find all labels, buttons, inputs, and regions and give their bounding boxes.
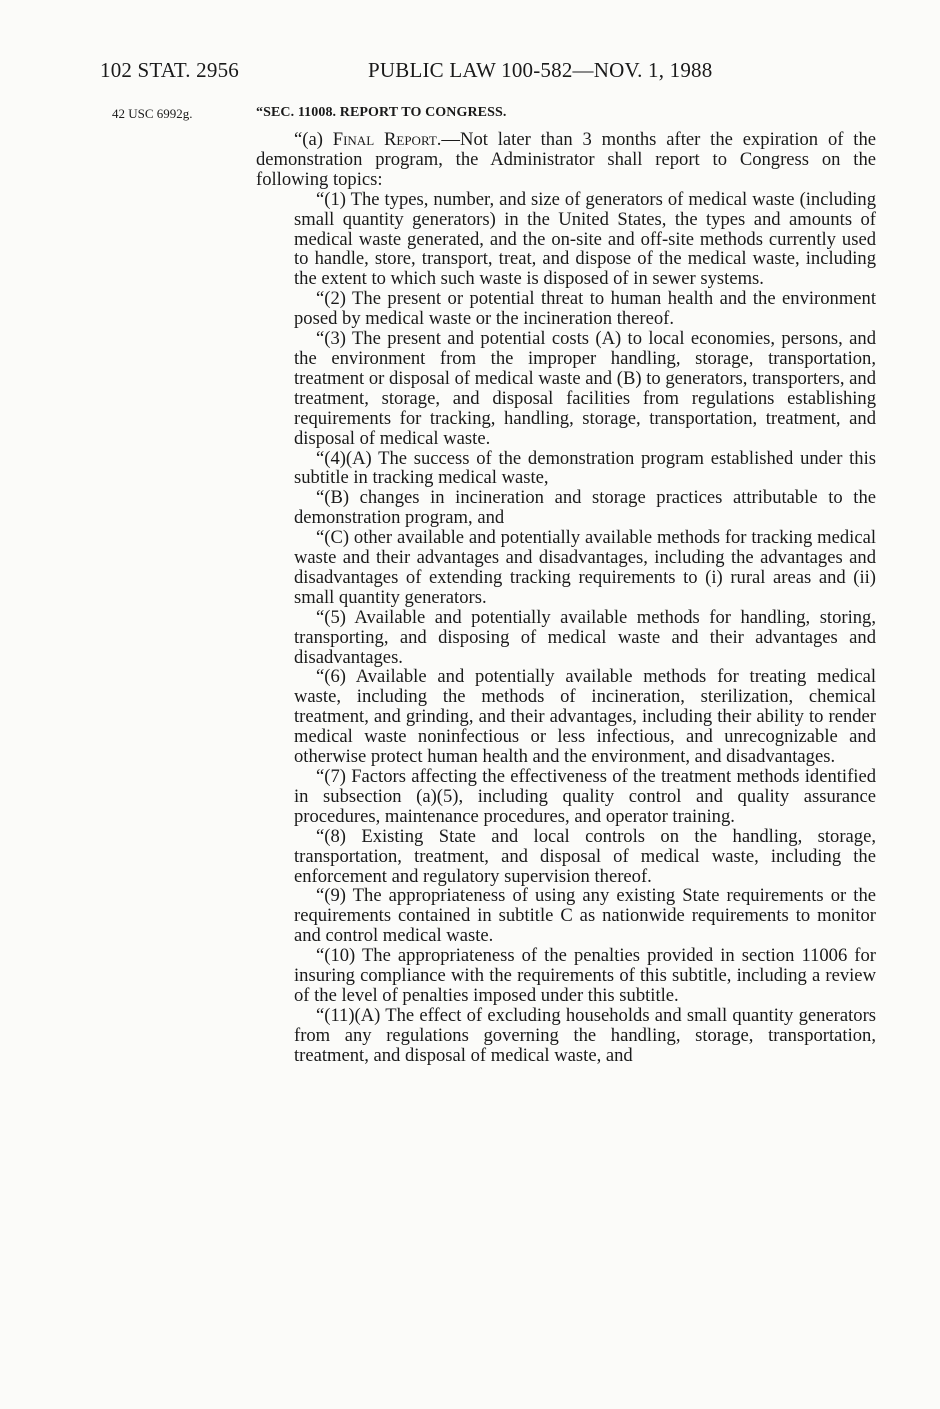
subsection-a-prefix: “(a) bbox=[294, 129, 333, 150]
item-11a: “(11)(A) The effect of excluding households and small quantity generators from any regulations governing the handling, storage, transportation, treatment, and disposal of medical waste, and bbox=[294, 1004, 876, 1066]
item-4b: “(B) changes in incineration and storage practices attributable to the demonstration program, and bbox=[294, 487, 876, 529]
subsection-a-text: .—Not later than 3 months after the expiration of the demonstration program, the Administrator shall report to Congress on the following topics: bbox=[256, 129, 877, 190]
subsection-a bbox=[256, 130, 876, 190]
item-1: “(1) The types, number, and size of generators of medical waste (including small quantity generators) in the United States, the types and amounts of medical waste generated, and the on-site and off-site methods currently used to handle, store, transport, treat, and dispose of the medical waste, including the extent to which such waste is disposed of in sewer systems. bbox=[294, 188, 876, 290]
page-header bbox=[100, 58, 840, 88]
item-3: “(3) The present and potential costs (A) to local economies, persons, and the environment from the improper handling, storage, transportation, treatment or disposal of medical waste and (B) to generators, transporters, and treatment, storage, and disposal facilities from regulations establishing requirements for tracking, handling, storage, transportation, treatment, and disposal of medical waste. bbox=[294, 328, 876, 449]
item-7: “(7) Factors affecting the effectiveness of the treatment methods identified in subsection (a)(5), including quality control and quality assurance procedures, maintenance procedures, and operator training. bbox=[294, 766, 876, 827]
item-6: “(6) Available and potentially available methods for treating medical waste, including the methods of incineration, sterilization, chemical treatment, and grinding, and their advantages, including their ability to render medical waste noninfectious or less infectious, and unrecognizable and otherwise protect human health and the environment, and disadvantages. bbox=[294, 666, 876, 768]
section-heading: “SEC. 11008. REPORT TO CONGRESS. bbox=[256, 105, 507, 120]
subsection-a-heading: Final Report bbox=[332, 129, 437, 150]
item-2: “(2) The present or potential threat to human health and the environment posed by medical waste or the incineration thereof. bbox=[294, 288, 876, 330]
item-4c: “(C) other available and potentially available methods for tracking medical waste and their advantages and disadvantages, including the advantages and disadvantages of extending tracking requirements to (i) rural areas and (ii) small quantity generators. bbox=[294, 527, 876, 608]
public-law-citation: PUBLIC LAW 100-582—NOV. 1, 1988 bbox=[368, 58, 713, 82]
stat-page-number: 102 STAT. 2956 bbox=[100, 58, 239, 82]
item-8: “(8) Existing State and local controls on the handling, storage, transportation, treatment, and disposal of medical waste, including the enforcement and regulatory supervision thereof. bbox=[294, 825, 876, 887]
item-4a: “(4)(A) The success of the demonstration program established under this subtitle in tracking medical waste, bbox=[294, 447, 876, 489]
item-9: “(9) The appropriateness of using any existing State requirements or the requirements contained in subtitle C as nationwide requirements to monitor and control medical waste. bbox=[294, 885, 876, 947]
item-5: “(5) Available and potentially available methods for handling, storing, transporting, and disposing of medical waste and their advantages and disadvantages. bbox=[294, 606, 876, 668]
section-body bbox=[256, 130, 876, 1066]
usc-margin-note: 42 USC 6992g. bbox=[112, 106, 193, 121]
item-10: “(10) The appropriateness of the penalties provided in section 11006 for insuring compliance with the requirements of this subtitle, including a review of the level of penalties imposed under this subtitle. bbox=[294, 945, 876, 1006]
